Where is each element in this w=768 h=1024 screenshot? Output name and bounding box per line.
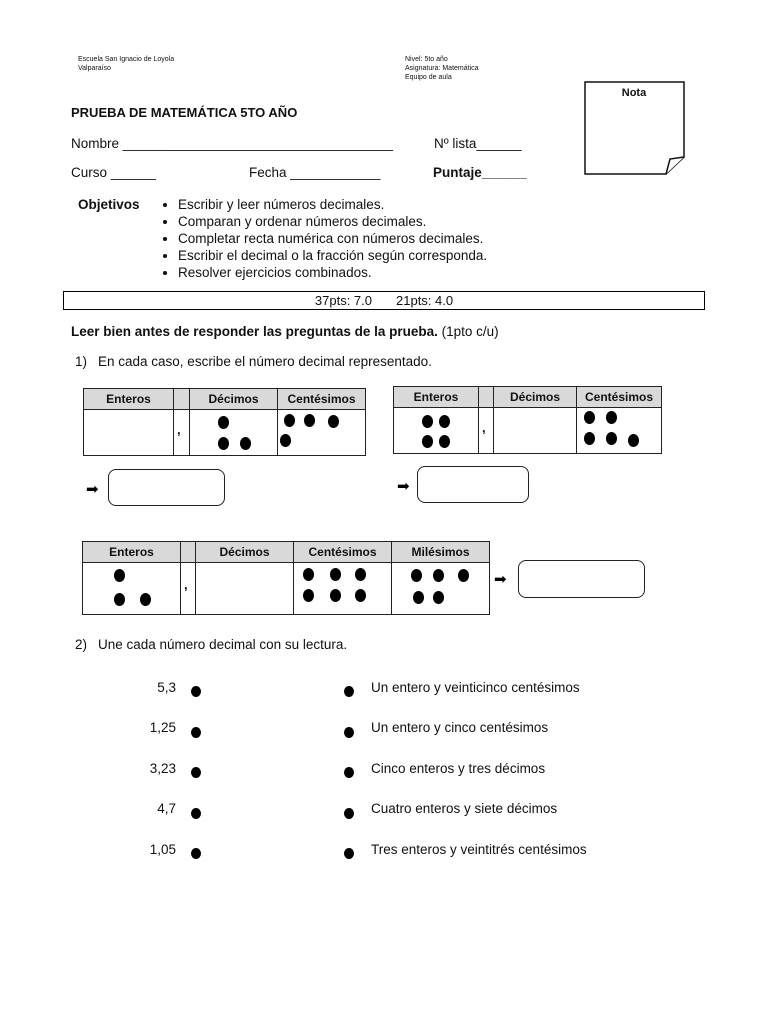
answer-box-2[interactable]	[417, 466, 529, 503]
arrow-right-icon: ➡	[86, 481, 99, 498]
score-scale	[63, 291, 705, 310]
header-decimos: Décimos	[494, 387, 577, 408]
counter-dot	[303, 589, 314, 602]
counter-dot	[439, 435, 450, 448]
objectives-label: Objetivos	[78, 197, 140, 212]
cell-decimos	[196, 563, 294, 615]
cell-enteros	[83, 563, 181, 615]
answer-box-3[interactable]	[518, 560, 645, 598]
cell-decimos	[190, 410, 278, 456]
match-point-right[interactable]	[344, 727, 354, 738]
counter-dot	[584, 411, 595, 424]
counter-dot	[606, 411, 617, 424]
decimal-number: 1,25	[149, 720, 176, 735]
arrow-right-icon: ➡	[397, 478, 410, 495]
cell-milesimos	[392, 563, 490, 615]
match-point-right[interactable]	[344, 808, 354, 819]
counter-dot	[218, 437, 229, 450]
counter-dot	[355, 589, 366, 602]
counter-dot	[411, 569, 422, 582]
counter-dot	[439, 415, 450, 428]
counter-dot	[330, 589, 341, 602]
comma-mark: ,	[177, 422, 181, 437]
objective-item: • Resolver ejercicios combinados.	[178, 264, 487, 281]
counter-dot	[422, 435, 433, 448]
match-point-right[interactable]	[344, 848, 354, 859]
counter-dot	[330, 568, 341, 581]
counter-dot	[433, 569, 444, 582]
objective-item: • Escribir el decimal o la fracción según corresponda.	[178, 247, 487, 264]
header-enteros: Enteros	[84, 389, 174, 410]
header-centesimos: Centésimos	[278, 389, 366, 410]
header-enteros: Enteros	[83, 542, 181, 563]
header-enteros: Enteros	[394, 387, 479, 408]
counter-dot	[328, 415, 339, 428]
team-label: Equipo de aula	[405, 74, 452, 81]
decimal-number: 1,05	[149, 842, 176, 857]
course-info	[405, 55, 479, 82]
cell-enteros	[84, 410, 174, 456]
cell-comma	[174, 410, 190, 456]
instructions-bold: Leer bien antes de responder las preguntas de la prueba.	[71, 324, 438, 339]
date-field[interactable]: Fecha ____________	[249, 165, 381, 180]
counter-dot	[433, 591, 444, 604]
cell-centesimos	[294, 563, 392, 615]
objective-item: • Escribir y leer números decimales.	[178, 196, 487, 213]
place-value-table-1	[83, 388, 366, 456]
cell-decimos	[494, 408, 577, 454]
counter-dot	[240, 437, 251, 450]
q2-text: Une cada número decimal con su lectura.	[98, 637, 348, 652]
header-comma-col	[181, 542, 196, 563]
counter-dot	[114, 569, 125, 582]
decimal-reading: Un entero y cinco centésimos	[371, 720, 549, 735]
school-name: Escuela San Ignacio de Loyola	[78, 56, 175, 63]
school-info	[78, 55, 174, 73]
subject-label: Asignatura: Matemática	[405, 65, 479, 72]
decimal-number: 4,7	[157, 801, 176, 816]
arrow-right-icon: ➡	[494, 571, 507, 588]
match-point-left[interactable]	[191, 808, 201, 819]
match-point-left[interactable]	[191, 686, 201, 697]
objectives-list	[160, 196, 487, 281]
header-milesimos: Milésimos	[392, 542, 490, 563]
place-value-table-3	[82, 541, 490, 615]
counter-dot	[413, 591, 424, 604]
comma-mark: ,	[184, 577, 188, 592]
match-point-right[interactable]	[344, 767, 354, 778]
cell-comma	[181, 563, 196, 615]
decimal-number: 5,3	[157, 680, 176, 695]
score-max: 37pts: 7.0	[314, 293, 372, 308]
decimal-reading: Cuatro enteros y siete décimos	[371, 801, 558, 816]
cell-centesimos	[278, 410, 366, 456]
name-field[interactable]: Nombre ____________________________________	[71, 136, 394, 151]
counter-dot	[422, 415, 433, 428]
header-centesimos: Centésimos	[577, 387, 662, 408]
score-pass: 21pts: 4.0	[396, 293, 454, 308]
counter-dot	[606, 432, 617, 445]
q1-text: En cada caso, escribe el número decimal representado.	[98, 354, 432, 369]
decimal-reading: Cinco enteros y tres décimos	[371, 761, 546, 776]
instructions-points: (1pto c/u)	[437, 324, 499, 339]
grade-box	[584, 81, 684, 174]
match-point-right[interactable]	[344, 686, 354, 697]
instructions	[71, 324, 499, 339]
counter-dot	[114, 593, 125, 606]
school-city: Valparaíso	[78, 65, 111, 72]
match-point-left[interactable]	[191, 727, 201, 738]
q1-number: 1)	[75, 354, 88, 369]
grade-label: Nota	[621, 87, 647, 99]
cell-centesimos	[577, 408, 662, 454]
q2-number: 2)	[75, 637, 88, 652]
match-point-left[interactable]	[191, 767, 201, 778]
counter-dot	[303, 568, 314, 581]
course-field[interactable]: Curso ______	[71, 165, 156, 180]
decimal-number: 3,23	[149, 761, 176, 776]
counter-dot	[355, 568, 366, 581]
level-label: Nivel: 5to año	[405, 56, 448, 63]
counter-dot	[584, 432, 595, 445]
header-decimos: Décimos	[190, 389, 278, 410]
place-value-table-2	[393, 386, 662, 454]
header-comma-col	[479, 387, 494, 408]
objective-item: • Comparan y ordenar números decimales.	[178, 213, 487, 230]
decimal-reading: Tres enteros y veintitrés centésimos	[371, 842, 587, 857]
comma-mark: ,	[482, 420, 486, 435]
counter-dot	[284, 414, 295, 427]
counter-dot	[140, 593, 151, 606]
header-comma-col	[174, 389, 190, 410]
header-decimos: Décimos	[196, 542, 294, 563]
counter-dot	[218, 416, 229, 429]
counter-dot	[304, 414, 315, 427]
decimal-reading: Un entero y veinticinco centésimos	[371, 680, 580, 695]
objective-item: • Completar recta numérica con números decimales.	[178, 230, 487, 247]
match-point-left[interactable]	[191, 848, 201, 859]
cell-comma	[479, 408, 494, 454]
counter-dot	[458, 569, 469, 582]
page-title: PRUEBA DE MATEMÁTICA 5TO AÑO	[71, 105, 298, 120]
cell-enteros	[394, 408, 479, 454]
counter-dot	[628, 434, 639, 447]
answer-box-1[interactable]	[108, 469, 225, 506]
score-field[interactable]: Puntaje______	[433, 165, 527, 180]
counter-dot	[280, 434, 291, 447]
list-number-field[interactable]: Nº lista______	[434, 136, 522, 151]
header-centesimos: Centésimos	[294, 542, 392, 563]
